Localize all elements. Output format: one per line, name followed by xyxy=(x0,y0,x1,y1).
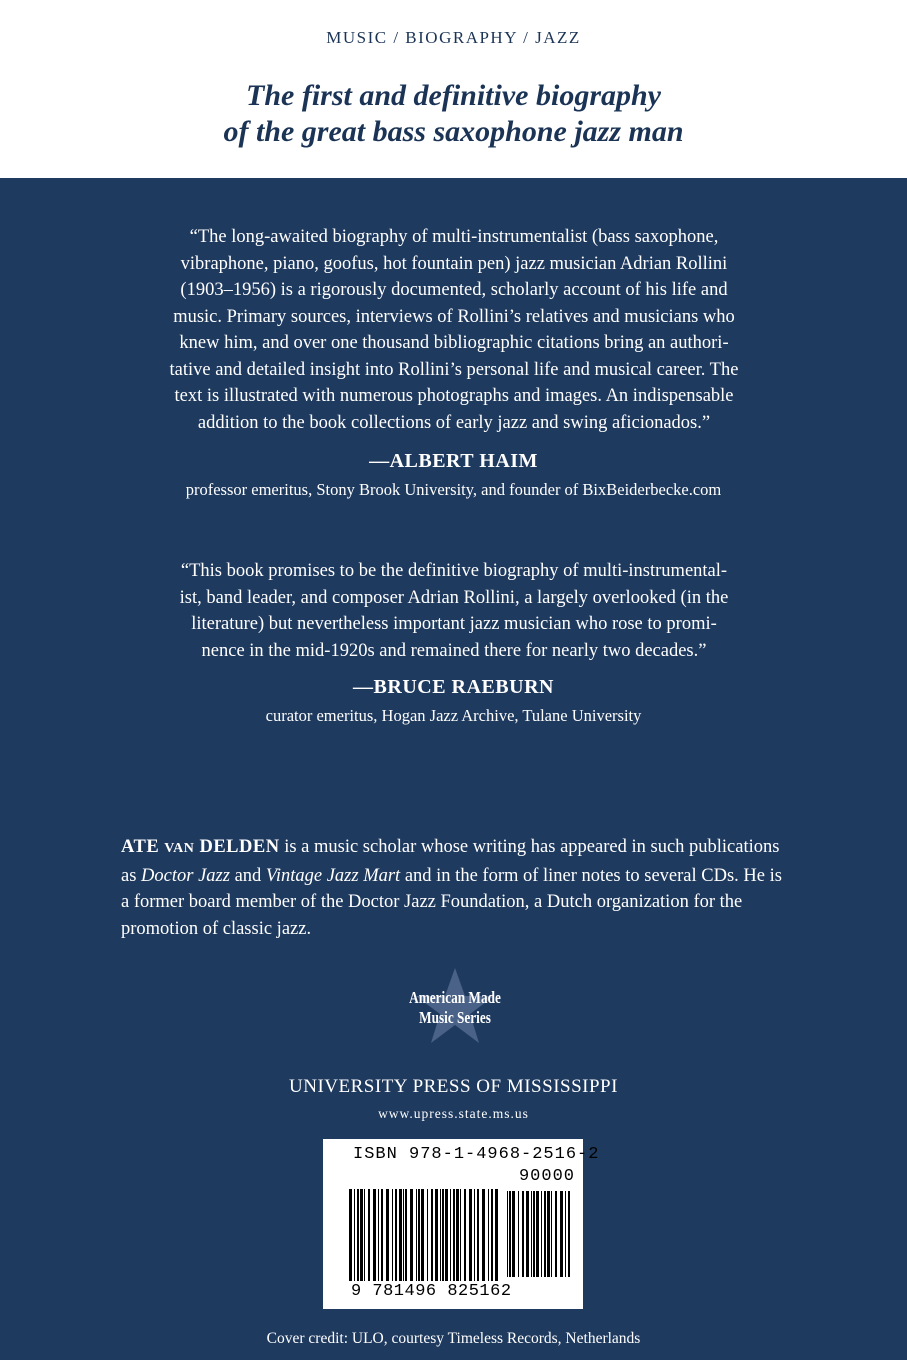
barcode-bar xyxy=(518,1191,519,1277)
series-name xyxy=(400,988,509,1028)
barcode-bar xyxy=(445,1189,448,1281)
series-logo xyxy=(385,966,525,1056)
barcode-bar xyxy=(453,1189,455,1281)
quote-line: nence in the mid-1920s and remained there for nearly two decades.” xyxy=(201,640,707,661)
barcode-bar xyxy=(512,1191,515,1277)
barcode-bar xyxy=(354,1189,355,1281)
barcode-bar xyxy=(431,1189,433,1281)
reviewer-role-1: professor emeritus, Stony Brook University, and founder of BixBeiderbecke.com xyxy=(185,480,722,499)
author-name xyxy=(121,837,280,857)
barcode-bar xyxy=(509,1191,511,1277)
barcode-bar xyxy=(360,1189,363,1281)
cover-credit: Cover credit: ULO, courtesy Timeless Records, Netherlands xyxy=(266,1330,641,1347)
barcode-bar xyxy=(551,1191,552,1277)
ean-digits: 9 781496 825162 xyxy=(351,1282,512,1301)
series-line-1: American Made xyxy=(409,988,501,1007)
quote-line: ist, band leader, and composer Adrian Rollini, a largely overlooked (in the xyxy=(179,587,729,608)
reviewer-name-1: —ALBERT HAIM xyxy=(369,450,538,472)
barcode-bar xyxy=(555,1191,557,1277)
quote-line: knew him, and over one thousand bibliographic citations bring an authori- xyxy=(179,333,729,353)
addon-barcode-bars xyxy=(507,1191,571,1277)
author-last: DELDEN xyxy=(194,837,280,857)
barcode-bar xyxy=(418,1189,420,1281)
isbn-label: ISBN 978-1-4968-2516-2 xyxy=(353,1145,600,1164)
author-van: VAN xyxy=(164,841,195,856)
quote-line: (1903–1956) is a rigorously documented, scholarly account of his life and xyxy=(180,280,728,300)
barcode-bar xyxy=(427,1189,428,1281)
barcode-bar xyxy=(442,1189,444,1281)
barcode-bar xyxy=(386,1189,389,1281)
publication-title: Vintage Jazz Mart xyxy=(265,865,401,886)
price-code: 90000 xyxy=(518,1167,575,1186)
barcode-bar xyxy=(526,1191,529,1277)
barcode-bar xyxy=(522,1191,524,1277)
barcode-bar xyxy=(435,1189,438,1281)
author-bio xyxy=(121,834,791,942)
publisher-name: UNIVERSITY PRESS OF MISSISSIPPI xyxy=(289,1076,618,1097)
barcode-bar xyxy=(507,1191,508,1277)
barcode-bar xyxy=(544,1191,546,1277)
barcode-bar xyxy=(474,1189,475,1281)
barcode-bar xyxy=(495,1189,498,1281)
barcode-bar xyxy=(456,1189,459,1281)
publication-title: Doctor Jazz xyxy=(141,865,230,886)
back-cover-panel xyxy=(0,178,907,1360)
ean-barcode-bars xyxy=(349,1189,499,1281)
tagline-line-1: The first and definitive biography xyxy=(246,79,661,112)
quote-line: literature) but nevertheless important jazz musician who rose to promi- xyxy=(191,614,717,634)
quote-line: music. Primary sources, interviews of Rollini’s relatives and musicians who xyxy=(173,306,735,327)
barcode-bar xyxy=(536,1191,539,1277)
barcode-bar xyxy=(392,1189,393,1281)
reviewer-name-2: —BRUCE RAEBURN xyxy=(353,676,554,698)
barcode-bar xyxy=(450,1189,451,1281)
barcode-bar xyxy=(547,1191,550,1277)
barcode-bar xyxy=(373,1189,376,1281)
barcode-bar xyxy=(531,1191,532,1277)
quote-line: vibraphone, piano, goofus, hot fountain pen) jazz musician Adrian Rollini xyxy=(180,253,728,274)
reviewer-role-2: curator emeritus, Hogan Jazz Archive, Tulane University xyxy=(265,706,642,725)
barcode xyxy=(323,1139,600,1309)
barcode-bar xyxy=(395,1189,397,1281)
barcode-bar xyxy=(464,1189,466,1281)
quote-line: text is illustrated with numerous photographs and images. An indispensable xyxy=(174,386,734,406)
barcode-bar xyxy=(541,1191,542,1277)
publisher-url: www.upress.state.ms.us xyxy=(378,1106,529,1121)
barcode-bar xyxy=(349,1189,352,1281)
barcode-bar xyxy=(533,1191,535,1277)
barcode-bar xyxy=(410,1189,413,1281)
quote-line: addition to the book collections of early jazz and swing aficionados.” xyxy=(197,412,711,433)
bio-text: and in the form of liner notes to several CDs. He is a former board member of the Doctor Jazz Foundation, a Dutch organization for the promotion of classic jazz. xyxy=(121,865,782,939)
barcode-bar xyxy=(357,1189,359,1281)
barcode-bar xyxy=(416,1189,417,1281)
barcode-bar xyxy=(560,1191,563,1277)
author-first: ATE xyxy=(121,837,165,857)
review-quote-2 xyxy=(128,558,780,664)
barcode-bar xyxy=(482,1189,485,1281)
series-line-2: Music Series xyxy=(419,1008,491,1027)
header-section xyxy=(0,0,907,178)
barcode-bar xyxy=(421,1189,424,1281)
barcode-bar xyxy=(477,1189,479,1281)
barcode-bar xyxy=(378,1189,379,1281)
quote-line: “The long-awaited biography of multi-instrumentalist (bass saxophone, xyxy=(189,227,719,247)
barcode-bar xyxy=(565,1191,566,1277)
bio-text: and xyxy=(229,865,266,886)
category-label: MUSIC / BIOGRAPHY / JAZZ xyxy=(326,28,581,47)
barcode-bar xyxy=(364,1189,365,1281)
barcode-bar xyxy=(440,1189,441,1281)
barcode-bar xyxy=(381,1189,383,1281)
tagline-line-2: of the great bass saxophone jazz man xyxy=(223,115,684,148)
barcode-bar xyxy=(568,1191,570,1277)
tagline xyxy=(0,78,907,150)
barcode-bar xyxy=(399,1189,402,1281)
barcode-bar xyxy=(403,1189,404,1281)
review-quote-1 xyxy=(128,224,780,436)
barcode-bar xyxy=(460,1189,461,1281)
bio-text: is a music scholar whose writing has appeared in such publications as xyxy=(121,837,780,886)
barcode-bar xyxy=(469,1189,472,1281)
quote-line: “This book promises to be the definitive biography of multi-instrumental- xyxy=(180,561,728,581)
quote-line: tative and detailed insight into Rollini’s personal life and musical career. The xyxy=(169,359,739,380)
barcode-bar xyxy=(405,1189,407,1281)
barcode-bar xyxy=(491,1189,493,1281)
barcode-bar xyxy=(488,1189,489,1281)
barcode-bar xyxy=(368,1189,370,1281)
